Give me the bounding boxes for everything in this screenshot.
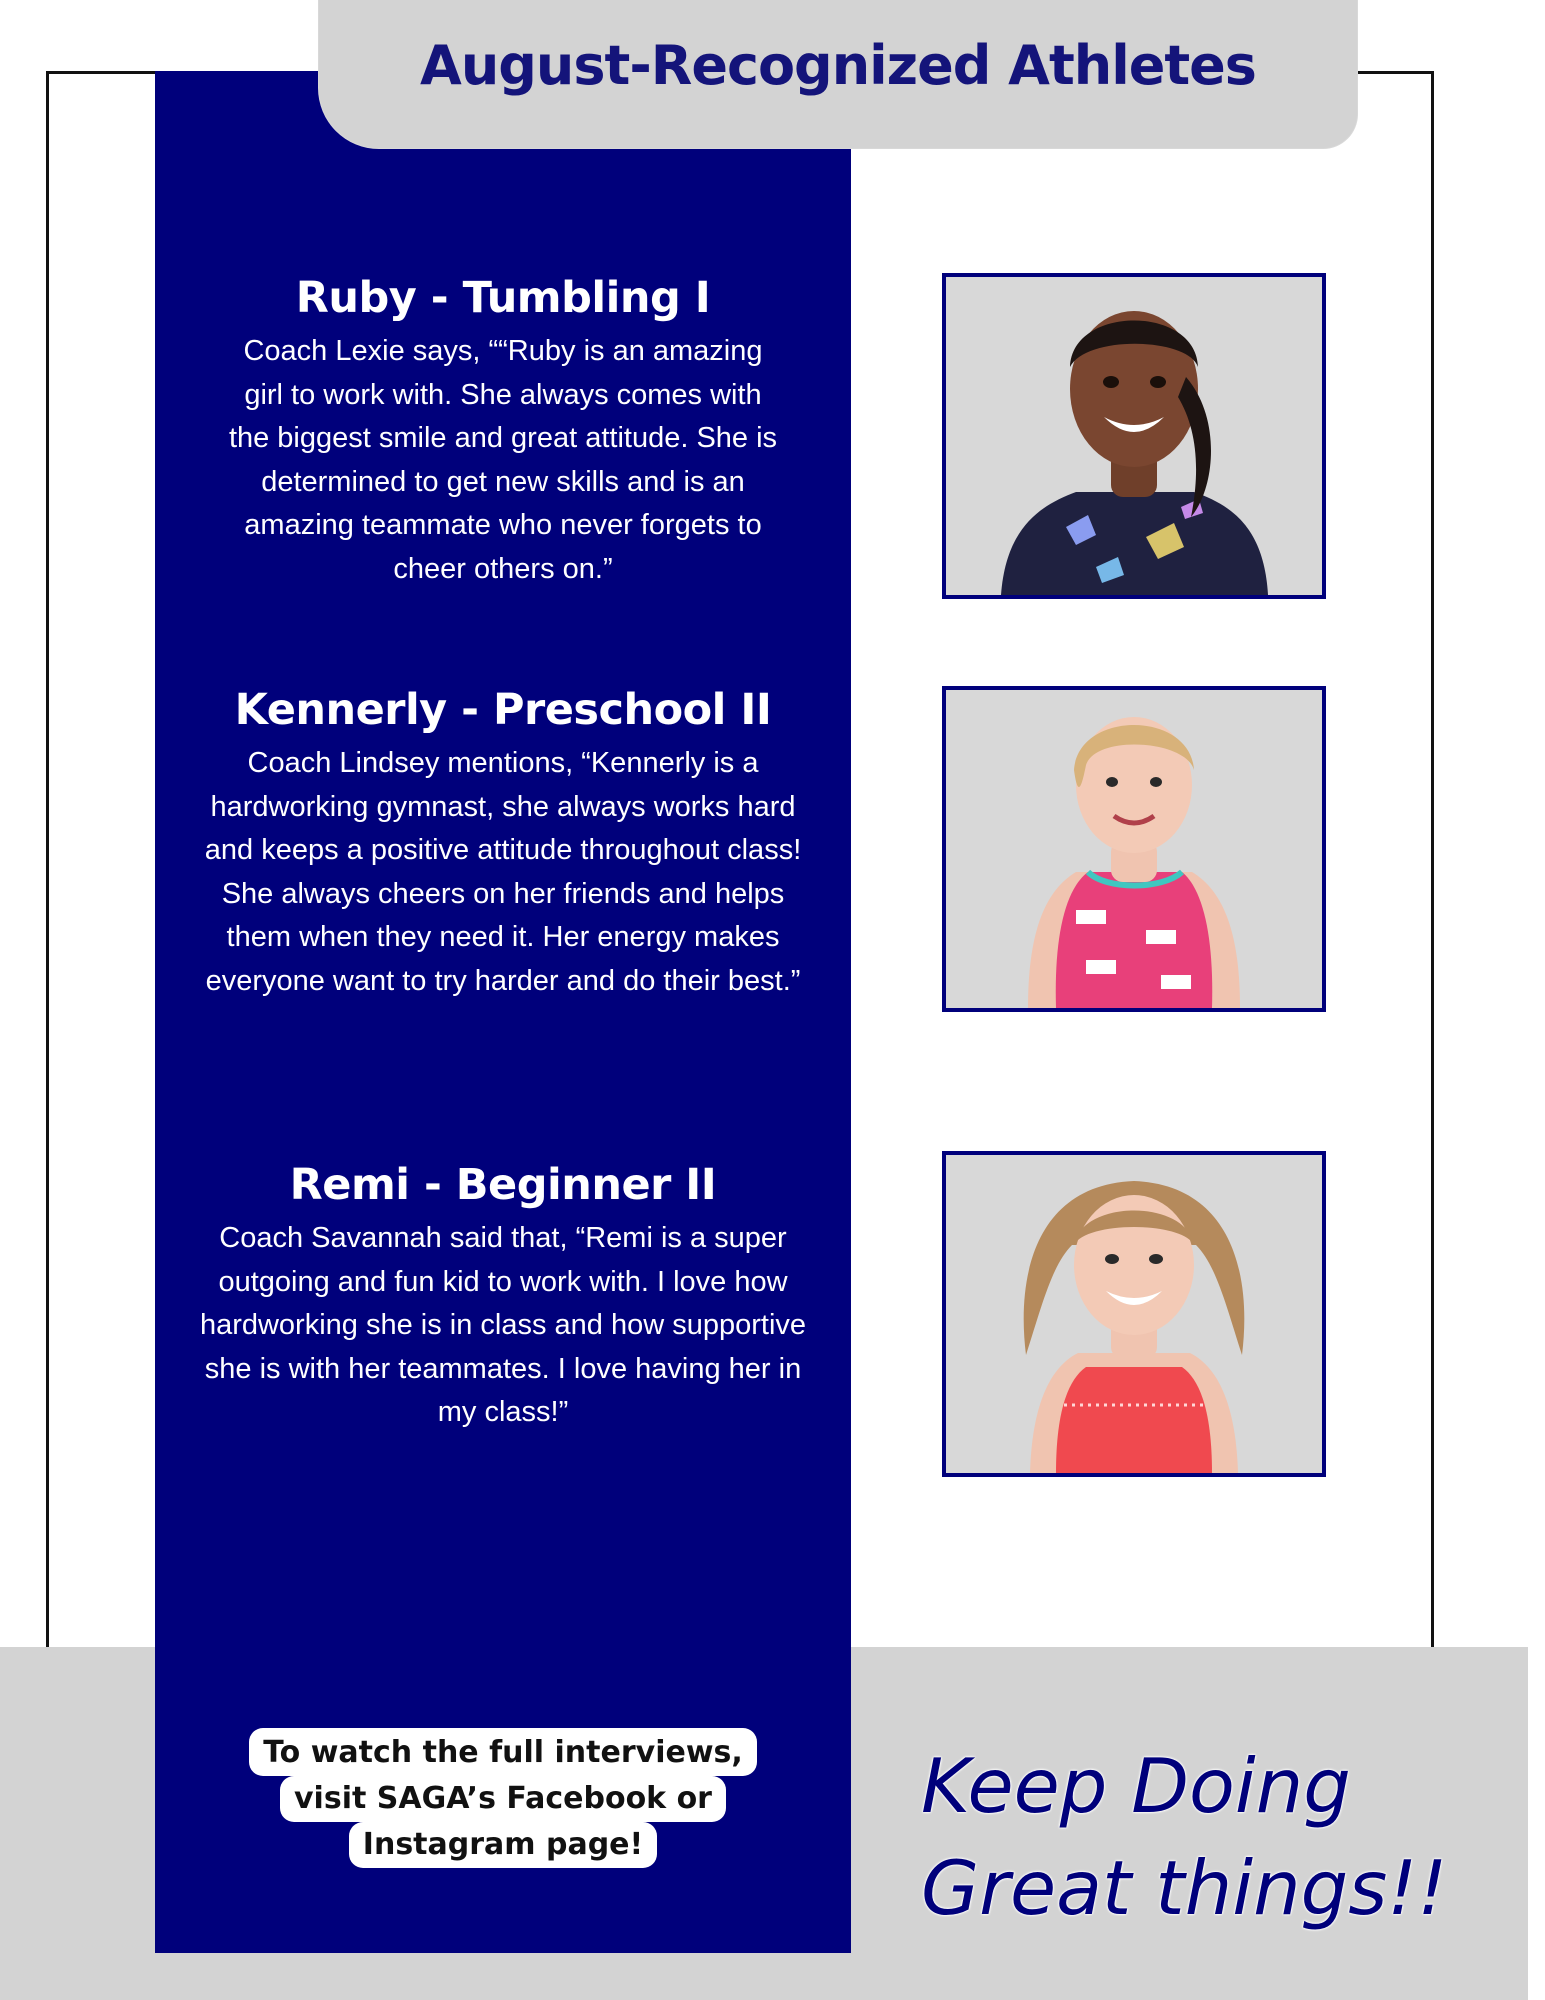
athlete-card-remi xyxy=(155,1157,851,1435)
athlete-photo-kennerly xyxy=(942,686,1326,1012)
athlete-card-kennerly xyxy=(155,682,851,1004)
athlete-name: Kennerly - Preschool II xyxy=(234,685,772,735)
cta-box xyxy=(155,1728,851,1868)
athlete-photo-remi xyxy=(942,1151,1326,1477)
slogan xyxy=(921,1735,1521,1939)
slogan-line: Great things!! xyxy=(921,1844,1448,1932)
athlete-name: Ruby - Tumbling I xyxy=(295,273,711,323)
athlete-name: Remi - Beginner II xyxy=(289,1160,717,1210)
athlete-card-ruby xyxy=(155,270,851,592)
coach-quote: Coach Lindsey mentions, “Kennerly is a hardworking gymnast, she always works hard and keeps a positive attitude throughout class! She always cheers on her friends and helps them when they need it. Her energy makes everyone want to try harder and do their best.” xyxy=(204,747,802,997)
coach-quote: Coach Lexie says, ““Ruby is an amazing girl to work with. She always comes with the biggest smile and great attitude. She is determined to get new skills and is an amazing teammate who never forgets to cheer others on.” xyxy=(228,335,778,585)
cta-line: To watch the full interviews, xyxy=(249,1728,757,1776)
coach-quote: Coach Savannah said that, “Remi is a super outgoing and fun kid to work with. I love how hardworking she is in class and how supportive she is with her teammates. I love having her in my class!” xyxy=(199,1222,807,1429)
cta-line: Instagram page! xyxy=(349,1822,657,1868)
athlete-photo-ruby xyxy=(942,273,1326,599)
cta-line: visit SAGA’s Facebook or xyxy=(280,1776,726,1822)
slogan-line: Keep Doing xyxy=(921,1742,1351,1830)
page-title: August-Recognized Athletes xyxy=(420,34,1256,97)
